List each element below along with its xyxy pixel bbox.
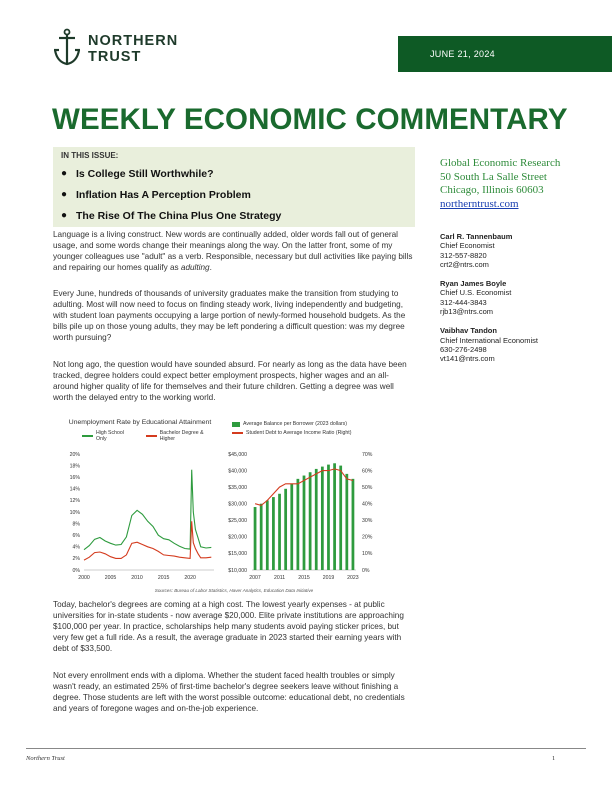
chart-legend	[232, 421, 412, 436]
y-tick-label-left: $25,000	[228, 518, 247, 525]
contact-card	[440, 232, 600, 269]
bar	[254, 507, 257, 570]
bullet-icon: ●	[61, 189, 68, 200]
logo-line-1: NORTHERN	[88, 33, 179, 49]
x-tick-label: 2010	[131, 575, 143, 581]
legend-swatch	[232, 432, 243, 434]
y-tick-label: 18%	[69, 463, 80, 470]
contact-title: Chief Economist	[440, 241, 495, 251]
y-tick-label-right: 60%	[362, 468, 373, 475]
unemployment-chart-plot	[60, 448, 220, 586]
y-tick-label: 8%	[72, 521, 80, 528]
contact-name: Ryan James Boyle	[440, 279, 507, 289]
issue-item-label: Inflation Has A Perception Problem	[76, 188, 251, 201]
paragraph-text: Language is a living construct. New words are continually added, older words fall out of general usage, and some words change their meanings along the way. On the latter front, some of my younger colleagues use "adult" as a verb. Responsible, necessary but dull activities like paying bills and repairing our homes qualify as	[53, 230, 413, 273]
in-this-issue-box	[53, 147, 415, 227]
contact-card	[440, 279, 600, 316]
contact-card	[440, 326, 600, 363]
paragraph	[53, 229, 413, 273]
y-tick-label-left: $35,000	[228, 484, 247, 491]
bar	[352, 479, 355, 570]
bullet-icon: ●	[61, 210, 68, 221]
chart-legend	[82, 430, 220, 442]
y-tick-label-left: $40,000	[228, 468, 247, 475]
legend-item	[232, 421, 412, 427]
series-line	[84, 470, 211, 550]
bar	[260, 504, 263, 570]
issue-item-label: Is College Still Worthwhile?	[76, 167, 214, 180]
legend-swatch	[232, 422, 240, 427]
issue-date: JUNE 21, 2024	[430, 49, 495, 59]
student-debt-chart	[232, 421, 412, 436]
contact-email[interactable]: vt141@ntrs.com	[440, 354, 495, 364]
bullet-icon: ●	[61, 168, 68, 179]
bar	[297, 479, 300, 570]
y-tick-label: 20%	[69, 451, 80, 458]
bar	[272, 497, 275, 570]
contact-phone: 312-557-8820	[440, 250, 487, 260]
legend-label: Student Debt to Average Income Ratio (Right)	[246, 430, 352, 436]
address-line-2: Chicago, Illinois 60603	[440, 184, 544, 196]
legend-swatch	[82, 435, 93, 437]
issue-item[interactable]	[61, 205, 407, 226]
page-title: WEEKLY ECONOMIC COMMENTARY	[52, 103, 568, 136]
paragraph: Today, bachelor's degrees are coming at a high cost. The lowest yearly expenses - at public universities for in-state students - now average $20,000. Elite private institutions are approaching $100,000 per year. In practice, scholarships help many students avoid paying sticker prices, but very few get a full ride. As a result, the average graduate in 2023 started their earning years with debt of $33,500.	[53, 600, 404, 654]
contact-title: Chief U.S. Economist	[440, 288, 512, 298]
series-line	[84, 521, 211, 560]
y-tick-label: 14%	[69, 486, 80, 493]
y-tick-label: 10%	[69, 509, 80, 516]
y-tick-label: 4%	[72, 544, 80, 551]
y-tick-label: 6%	[72, 533, 80, 539]
issue-item-label: The Rise Of The China Plus One Strategy	[76, 209, 282, 222]
contact-name: Vaibhav Tandon	[440, 326, 497, 336]
chart-source: Sources: Bureau of Labor Statistics, Haver Analytics, Education Data Initiative	[154, 588, 314, 593]
x-tick-label: 2011	[273, 575, 286, 581]
research-address	[440, 157, 600, 211]
bar	[309, 472, 312, 570]
y-tick-label-right: 20%	[362, 534, 373, 541]
footer-brand: Northern Trust	[26, 755, 65, 762]
bar	[327, 465, 330, 570]
legend-label: High School Only	[95, 430, 124, 442]
contact-phone: 312-444-3843	[440, 297, 487, 307]
date-band	[398, 36, 612, 72]
northern-trust-logo	[52, 28, 192, 70]
y-tick-label-left: $30,000	[228, 501, 247, 508]
chart-title: Unemployment Rate by Educational Attainment	[68, 419, 212, 426]
issue-item[interactable]	[61, 184, 407, 205]
student-debt-chart-plot	[212, 448, 422, 586]
page-number: 1	[552, 755, 556, 762]
x-tick-label: 2015	[298, 575, 310, 581]
anchor-icon	[52, 28, 82, 68]
x-tick-label: 2007	[249, 575, 261, 581]
x-tick-label: 2005	[104, 575, 117, 581]
contact-title: Chief International Economist	[440, 335, 538, 345]
x-tick-label: 2015	[157, 575, 170, 581]
contact-name: Carl R. Tannenbaum	[440, 232, 513, 241]
bar	[321, 467, 324, 570]
bar	[266, 500, 269, 570]
y-tick-label: 12%	[69, 498, 80, 505]
footer-divider	[26, 748, 586, 749]
unemployment-chart	[60, 418, 220, 442]
y-tick-label-left: $15,000	[228, 551, 247, 558]
bar	[345, 474, 348, 570]
bar	[278, 494, 281, 570]
x-tick-label: 2019	[322, 575, 335, 581]
y-tick-label-right: 50%	[362, 484, 373, 491]
issue-item[interactable]	[61, 163, 407, 184]
legend-item	[232, 430, 412, 436]
legend-item	[146, 430, 220, 442]
paragraph: Not long ago, the question would have sounded absurd. For nearly as long as the data have been tracked, degree holders could expect better employment prospects, higher wages and an all-around higher quality of life for themselves and their future children. Getting a degree was well worth the delayed entry to the working world.	[53, 360, 407, 403]
y-tick-label-left: $20,000	[228, 534, 247, 541]
bar	[333, 463, 336, 570]
y-tick-label: 16%	[69, 475, 80, 481]
legend-label: Bachelor Degree & Higher	[159, 430, 204, 442]
legend-swatch	[146, 435, 157, 437]
y-tick-label-left: $45,000	[228, 451, 247, 458]
contact-email[interactable]: rjb13@ntrs.com	[440, 307, 494, 317]
address-line-1: 50 South La Salle Street	[440, 170, 547, 183]
legend-item	[82, 430, 136, 442]
y-tick-label-left: $10,000	[228, 567, 247, 574]
y-tick-label-right: 10%	[362, 551, 373, 558]
paragraph-emphasis: adulting	[180, 263, 210, 273]
contact-email[interactable]: crt2@ntrs.com	[440, 259, 489, 269]
bar	[303, 476, 306, 570]
x-tick-label: 2020	[184, 575, 196, 581]
website-link[interactable]: northerntrust.com	[440, 197, 519, 210]
paragraph-text: .	[209, 263, 212, 273]
bar	[315, 469, 318, 570]
contact-phone: 630-276-2498	[440, 344, 487, 354]
bar	[290, 484, 293, 570]
bar	[339, 466, 342, 570]
y-tick-label: 0%	[72, 567, 80, 574]
y-tick-label-right: 40%	[362, 501, 373, 508]
bar	[284, 489, 287, 570]
y-tick-label-right: 70%	[362, 451, 373, 458]
y-tick-label: 2%	[72, 556, 80, 563]
org-name: Global Economic Research	[440, 157, 561, 169]
sidebar	[440, 157, 600, 364]
x-tick-label: 2023	[347, 575, 359, 581]
x-tick-label: 2000	[78, 575, 90, 581]
legend-label: Average Balance per Borrower (2023 dollars)	[243, 421, 347, 427]
issue-label: IN THIS ISSUE:	[61, 151, 119, 160]
y-tick-label-right: 0%	[362, 567, 370, 574]
paragraph: Not every enrollment ends with a diploma. Whether the student faced health troubles or simply wasn't ready, an estimated 25% of first-time bachelor's degree seekers leave without finishing a degree. Those students are left with the worst possible outcome: educational debt, no credentials and years of foregone wages and on-the-job experience.	[53, 671, 405, 714]
paragraph: Every June, hundreds of thousands of university graduates make the transition from studying to adulting. Most will now need to focus on finding steady work, living independently and budgeting, with student loan payments occupying a large portion of newly-formed household budgets. As the bills pile up on those young adults, they may be left pondering a difficult question: was my degree worth pursuing?	[53, 289, 406, 343]
y-tick-label-right: 30%	[362, 518, 373, 525]
logo-line-2: TRUST	[88, 49, 142, 65]
